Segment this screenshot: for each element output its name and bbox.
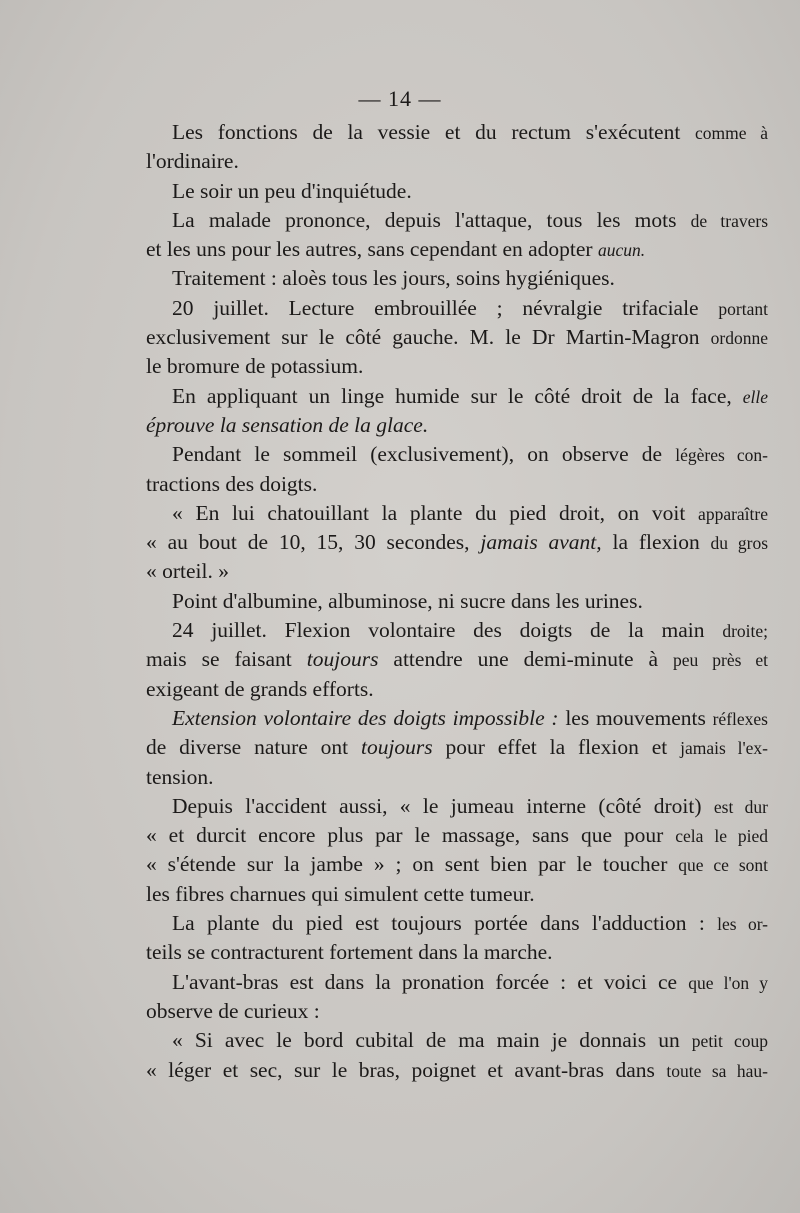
text-line xyxy=(146,616,768,645)
text-line xyxy=(146,821,768,850)
text-segment: tension. xyxy=(146,764,214,789)
text-segment: « s'étende sur la jambe » ; on sent bien par le toucher xyxy=(146,852,679,877)
text-line xyxy=(146,850,768,879)
text-segment: la face, xyxy=(664,383,743,408)
text-line xyxy=(146,235,768,264)
text-segment: « léger et sec, sur le bras, poignet et avant-bras dans xyxy=(146,1057,667,1082)
text-segment: les mouvements xyxy=(558,705,713,730)
text-segment: portant xyxy=(718,298,768,319)
text-line xyxy=(146,675,768,704)
text-segment: toujours xyxy=(360,735,433,760)
text-line xyxy=(146,294,768,323)
text-segment: Les fonctions de la vessie et du rectum s'exécutent xyxy=(172,120,696,144)
text-line xyxy=(146,763,768,792)
text-line xyxy=(146,557,768,586)
text-segment: peu près et xyxy=(673,650,768,671)
text-segment: La plante du pied est toujours portée dans l'adduction : xyxy=(172,911,718,936)
text-segment: « En lui chatouillant la plante du pied droit, on voit xyxy=(172,500,699,525)
text-segment: teils se contracturent fortement dans la marche. xyxy=(146,940,553,965)
text-line xyxy=(146,528,768,557)
text-segment: Point d'albumine, albuminose, ni sucre dans les urines. xyxy=(172,588,643,613)
text-line xyxy=(146,587,768,616)
text-segment: droite; xyxy=(722,621,768,642)
text-segment: 20 juillet. Lecture embrouillée ; névralgie trifaciale xyxy=(172,295,719,320)
text-segment: les or- xyxy=(717,914,769,935)
text-line xyxy=(146,792,768,821)
text-line xyxy=(146,704,768,733)
text-line xyxy=(146,440,768,469)
text-line xyxy=(146,1026,768,1055)
text-line xyxy=(146,470,768,499)
text-segment: de diverse nature ont xyxy=(146,735,361,760)
text-segment: Pendant le sommeil (exclusivement), on observe de xyxy=(172,442,676,467)
text-segment: du gros xyxy=(710,533,769,554)
text-segment: cela le pied xyxy=(675,826,768,847)
text-segment: La malade prononce, depuis l'attaque, tous les mots xyxy=(172,207,691,232)
text-segment: Extension volontaire des doigts impossible : xyxy=(172,705,559,730)
text-segment: Traitement : aloès tous les jours, soins hygiéniques. xyxy=(172,266,615,291)
text-segment: aucun. xyxy=(597,240,646,261)
text-segment: « orteil. » xyxy=(146,559,229,584)
text-segment: les fibres charnues qui simulent cette tumeur. xyxy=(146,881,535,906)
text-segment: Depuis l'accident aussi, « le jumeau interne (côté droit) xyxy=(172,793,714,818)
text-line xyxy=(146,206,768,235)
text-line xyxy=(146,264,768,293)
text-segment: comme à xyxy=(695,123,768,143)
text-line xyxy=(146,938,768,967)
body-text xyxy=(146,118,768,1085)
text-segment: « au bout de 10, 15, 30 secondes, xyxy=(146,530,481,555)
text-segment: attendre une demi-minute à xyxy=(378,647,673,672)
text-segment: jamais avant, xyxy=(480,530,602,555)
text-segment: elle xyxy=(742,386,768,407)
text-segment: ordonne xyxy=(710,328,768,349)
text-segment: 24 juillet. Flexion volontaire des doigts de la main xyxy=(172,618,723,643)
text-segment: que l'on y xyxy=(688,972,768,993)
text-segment: l'ordinaire. xyxy=(146,149,239,174)
text-line xyxy=(146,733,768,762)
text-segment: éprouve la sensation de la glace. xyxy=(146,412,429,437)
text-segment: toujours xyxy=(306,647,379,672)
text-segment: que ce sont xyxy=(678,855,768,876)
text-line xyxy=(146,147,768,176)
text-segment: pour effet la flexion et xyxy=(432,735,681,760)
text-segment: « Si avec le bord cubital de ma main je donnais un xyxy=(172,1028,692,1053)
text-line xyxy=(146,880,768,909)
text-segment: Le soir un peu d'inquiétude. xyxy=(172,178,412,203)
text-line xyxy=(146,352,768,381)
text-segment: et les uns pour les autres, sans cependant en adopter xyxy=(146,237,598,262)
text-segment: petit coup xyxy=(691,1031,768,1052)
text-line xyxy=(146,909,768,938)
text-line xyxy=(146,177,768,206)
page-number: — 14 — xyxy=(358,86,442,111)
text-segment: exclusivement sur le côté gauche. M. le Dr Martin-Magron xyxy=(146,325,711,350)
text-line xyxy=(146,118,768,147)
text-segment: observe de curieux : xyxy=(146,998,320,1023)
text-segment: le bromure de potassium. xyxy=(146,354,364,379)
text-segment: « et durcit encore plus par le massage, sans que pour xyxy=(146,823,676,848)
text-segment: est dur xyxy=(713,796,768,817)
text-segment: apparaître xyxy=(698,503,768,524)
text-segment: légères con- xyxy=(675,445,768,466)
text-line xyxy=(146,382,768,411)
text-segment: la flexion xyxy=(601,530,711,555)
text-segment: mais se faisant xyxy=(146,647,307,672)
text-line xyxy=(146,323,768,352)
text-segment: réflexes xyxy=(712,708,768,729)
text-segment: exigeant de grands efforts. xyxy=(146,676,374,701)
text-line xyxy=(146,499,768,528)
text-segment: En appliquant un linge humide sur le côté droit de xyxy=(172,383,665,408)
text-segment: de travers xyxy=(690,210,768,231)
text-line xyxy=(146,1056,768,1085)
text-segment: L'avant-bras est dans la pronation forcée : et voici ce xyxy=(172,969,689,994)
text-segment: tractions des doigts. xyxy=(146,471,318,496)
text-line xyxy=(146,968,768,997)
text-line xyxy=(146,645,768,674)
text-segment: toute sa hau- xyxy=(666,1060,768,1081)
text-segment: jamais l'ex- xyxy=(680,738,768,759)
text-line xyxy=(146,997,768,1026)
text-line xyxy=(146,411,768,440)
